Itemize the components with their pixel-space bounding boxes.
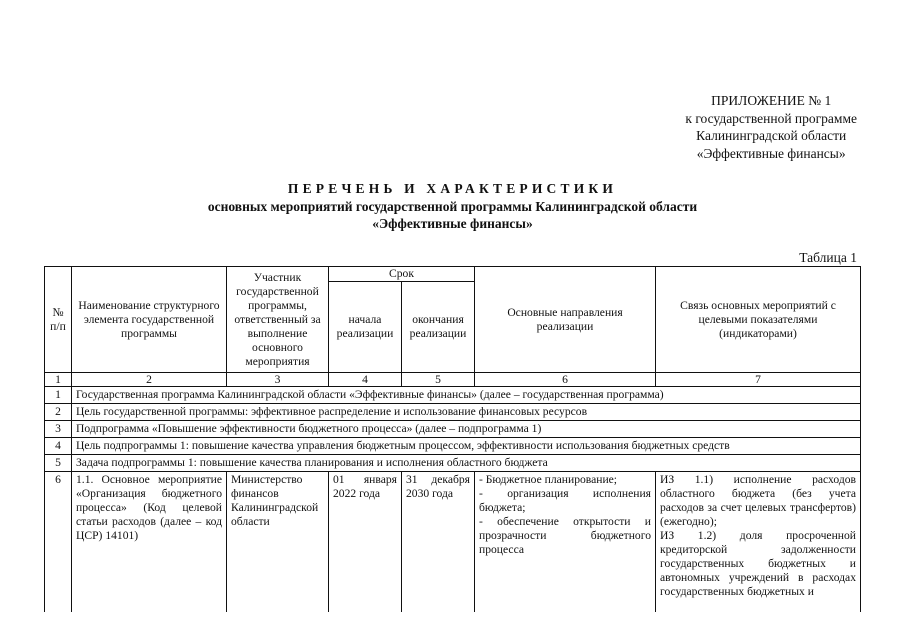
table-row xyxy=(45,455,861,472)
row-num: 6 xyxy=(45,472,72,612)
row-text: Подпрограмма «Повышение эффективности бюджетного процесса» (далее – подпрограмма 1) xyxy=(72,421,861,438)
row-num: 1 xyxy=(45,387,72,404)
header-num: № п/п xyxy=(45,267,72,373)
column-number-row xyxy=(45,373,861,387)
header-start: начала реализации xyxy=(329,282,402,373)
header-participant: Участник государственной программы, ответственный за выполнение основного мероприятия xyxy=(227,267,329,373)
appendix-line: «Эффективные финансы» xyxy=(696,145,846,161)
table-row xyxy=(45,472,861,612)
row-text: Цель государственной программы: эффективное распределение и использование финансовых ресурсов xyxy=(72,404,861,421)
column-number: 6 xyxy=(475,373,656,387)
title-subtitle: основных мероприятий государственной программы Калининградской области xyxy=(207,199,698,214)
row-link: ИЗ 1.1) исполнение расходов областного бюджета (без учета расходов за счет целевых трансфертов) (ежегодно); ИЗ 1.2) доля просроченной кредиторской задолженности государственных бюджетных и автономных учреждений в расходах государственных бюджетных и xyxy=(656,472,861,612)
row-num: 5 xyxy=(45,455,72,472)
table-label: Таблица 1 xyxy=(799,250,857,265)
header-link: Связь основных мероприятий с целевыми показателями (индикаторами) xyxy=(656,267,861,373)
header-name: Наименование структурного элемента государственной программы xyxy=(72,267,227,373)
column-number: 1 xyxy=(45,373,72,387)
table-row xyxy=(45,421,861,438)
row-start: 01 января 2022 года xyxy=(329,472,402,612)
header-term: Срок xyxy=(329,267,475,282)
appendix-block xyxy=(685,92,857,162)
column-number: 3 xyxy=(227,373,329,387)
measures-table xyxy=(44,266,861,612)
table-row xyxy=(45,404,861,421)
row-end: 31 декабря 2030 года xyxy=(402,472,475,612)
row-name: 1.1. Основное мероприятие «Организация бюджетного процесса» (Код целевой статьи расходов (далее – код ЦСР) 14101) xyxy=(72,472,227,612)
row-num: 3 xyxy=(45,421,72,438)
title-subtitle: «Эффективные финансы» xyxy=(372,216,533,231)
row-text: Задача подпрограммы 1: повышение качества планирования и исполнения областного бюджета xyxy=(72,455,861,472)
column-number: 4 xyxy=(329,373,402,387)
document-title xyxy=(0,180,905,232)
column-number: 2 xyxy=(72,373,227,387)
header-directions: Основные направления реализации xyxy=(475,267,656,373)
row-text: Цель подпрограммы 1: повышение качества управления бюджетным процессом, эффективности использования бюджетных средств xyxy=(72,438,861,455)
row-participant: Министерство финансов Калининградской области xyxy=(227,472,329,612)
title-main: ПЕРЕЧЕНЬ И ХАРАКТЕРИСТИКИ xyxy=(287,181,618,196)
row-num: 2 xyxy=(45,404,72,421)
appendix-title: ПРИЛОЖЕНИЕ № 1 xyxy=(711,93,832,108)
table-header-row xyxy=(45,267,861,282)
column-number: 5 xyxy=(402,373,475,387)
row-text: Государственная программа Калининградской области «Эффективные финансы» (далее – государственная программа) xyxy=(72,387,861,404)
row-num: 4 xyxy=(45,438,72,455)
table-row xyxy=(45,438,861,455)
table-row xyxy=(45,387,861,404)
appendix-line: к государственной программе xyxy=(685,110,857,126)
appendix-line: Калининградской области xyxy=(696,128,847,143)
header-end: окончания реализации xyxy=(402,282,475,373)
column-number: 7 xyxy=(656,373,861,387)
row-directions: - Бюджетное планирование; - организация исполнения бюджета; - обеспечение открытости и прозрачности бюджетного процесса xyxy=(475,472,656,612)
